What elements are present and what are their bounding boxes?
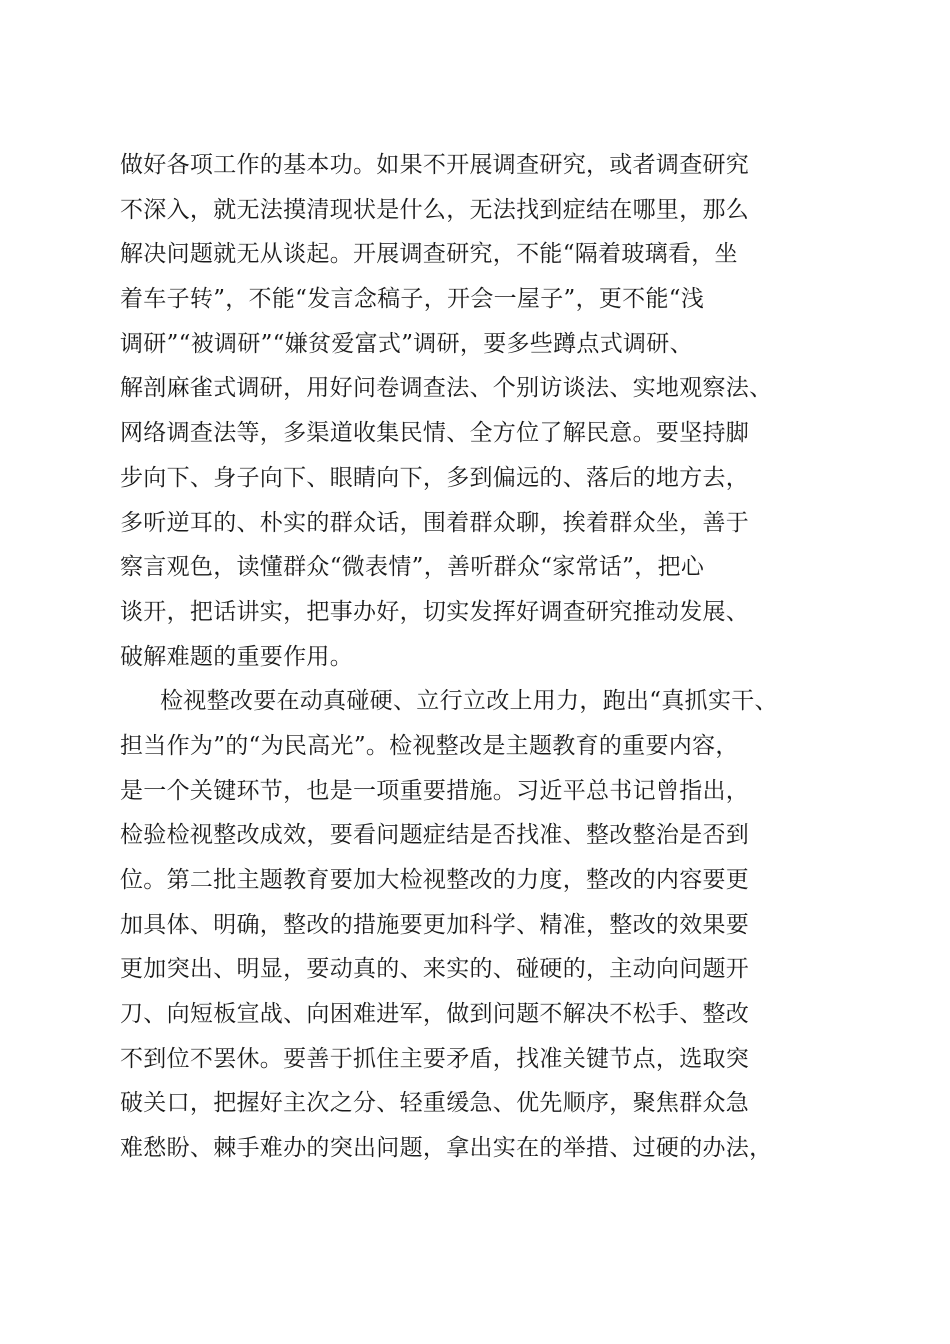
text-line: 破关口，把握好主次之分、轻重缓急、优先顺序，聚焦群众急 <box>120 1090 750 1117</box>
text-line: 做好各项工作的基本功。如果不开展调查研究，或者调查研究 <box>120 152 750 178</box>
text-line: 担当作为”的“为民高光”。检视整改是主题教育的重要内容， <box>120 732 739 759</box>
text-line: 察言观色，读懂群众“微表情”，善听群众“家常话”，把心 <box>120 554 705 581</box>
text-line: 谈开，把话讲实，把事办好，切实发挥好调查研究推动发展、 <box>120 598 750 625</box>
text-line: 着车子转”，不能“发言念稿子，开会一屋子”，更不能“浅 <box>120 286 705 313</box>
text-line: 检验检视整改成效，要看问题症结是否找准、整改整治是否到 <box>120 822 750 849</box>
text-line: 更加突出、明显，要动真的、来实的、碰硬的，主动向问题开 <box>120 956 750 983</box>
text-line: 是一个关键环节，也是一项重要措施。习近平总书记曾指出， <box>120 777 750 804</box>
paragraph-research <box>120 143 860 679</box>
text-line: 解决问题就无从谈起。开展调查研究，不能“隔着玻璃看，坐 <box>120 241 738 268</box>
text-line: 位。第二批主题教育要加大检视整改的力度，整改的内容要更 <box>120 867 750 893</box>
text-line: 破解难题的重要作用。 <box>120 643 353 670</box>
paragraph-rectification <box>120 679 860 1171</box>
body-text <box>120 143 860 1171</box>
text-line: 网络调查法等，多渠道收集民情、全方位了解民意。要坚持脚 <box>120 420 750 447</box>
text-line: 不深入，就无法摸清现状是什么，无法找到症结在哪里，那么 <box>120 196 750 223</box>
text-line: 检视整改要在动真碰硬、立行立改上用力，跑出“真抓实干、 <box>160 688 778 715</box>
text-line: 多听逆耳的、朴实的群众话，围着群众聊，挨着群众坐，善于 <box>120 509 750 536</box>
text-line: 调研”“被调研”“嫌贫爱富式”调研，要多些蹲点式调研、 <box>120 330 693 357</box>
text-line: 刀、向短板宣战、向困难进军，做到问题不解决不松手、整改 <box>120 1001 750 1028</box>
text-line: 加具体、明确，整改的措施要更加科学、精准，整改的效果要 <box>120 911 750 938</box>
text-line: 步向下、身子向下、眼睛向下，多到偏远的、落后的地方去， <box>120 464 750 491</box>
text-line: 难愁盼、棘手难办的突出问题，拿出实在的举措、过硬的办法， <box>120 1135 773 1162</box>
text-line: 不到位不罢休。要善于抓住主要矛盾，找准关键节点，选取突 <box>120 1045 750 1072</box>
text-line: 解剖麻雀式调研，用好问卷调查法、个别访谈法、实地观察法、 <box>120 375 773 402</box>
